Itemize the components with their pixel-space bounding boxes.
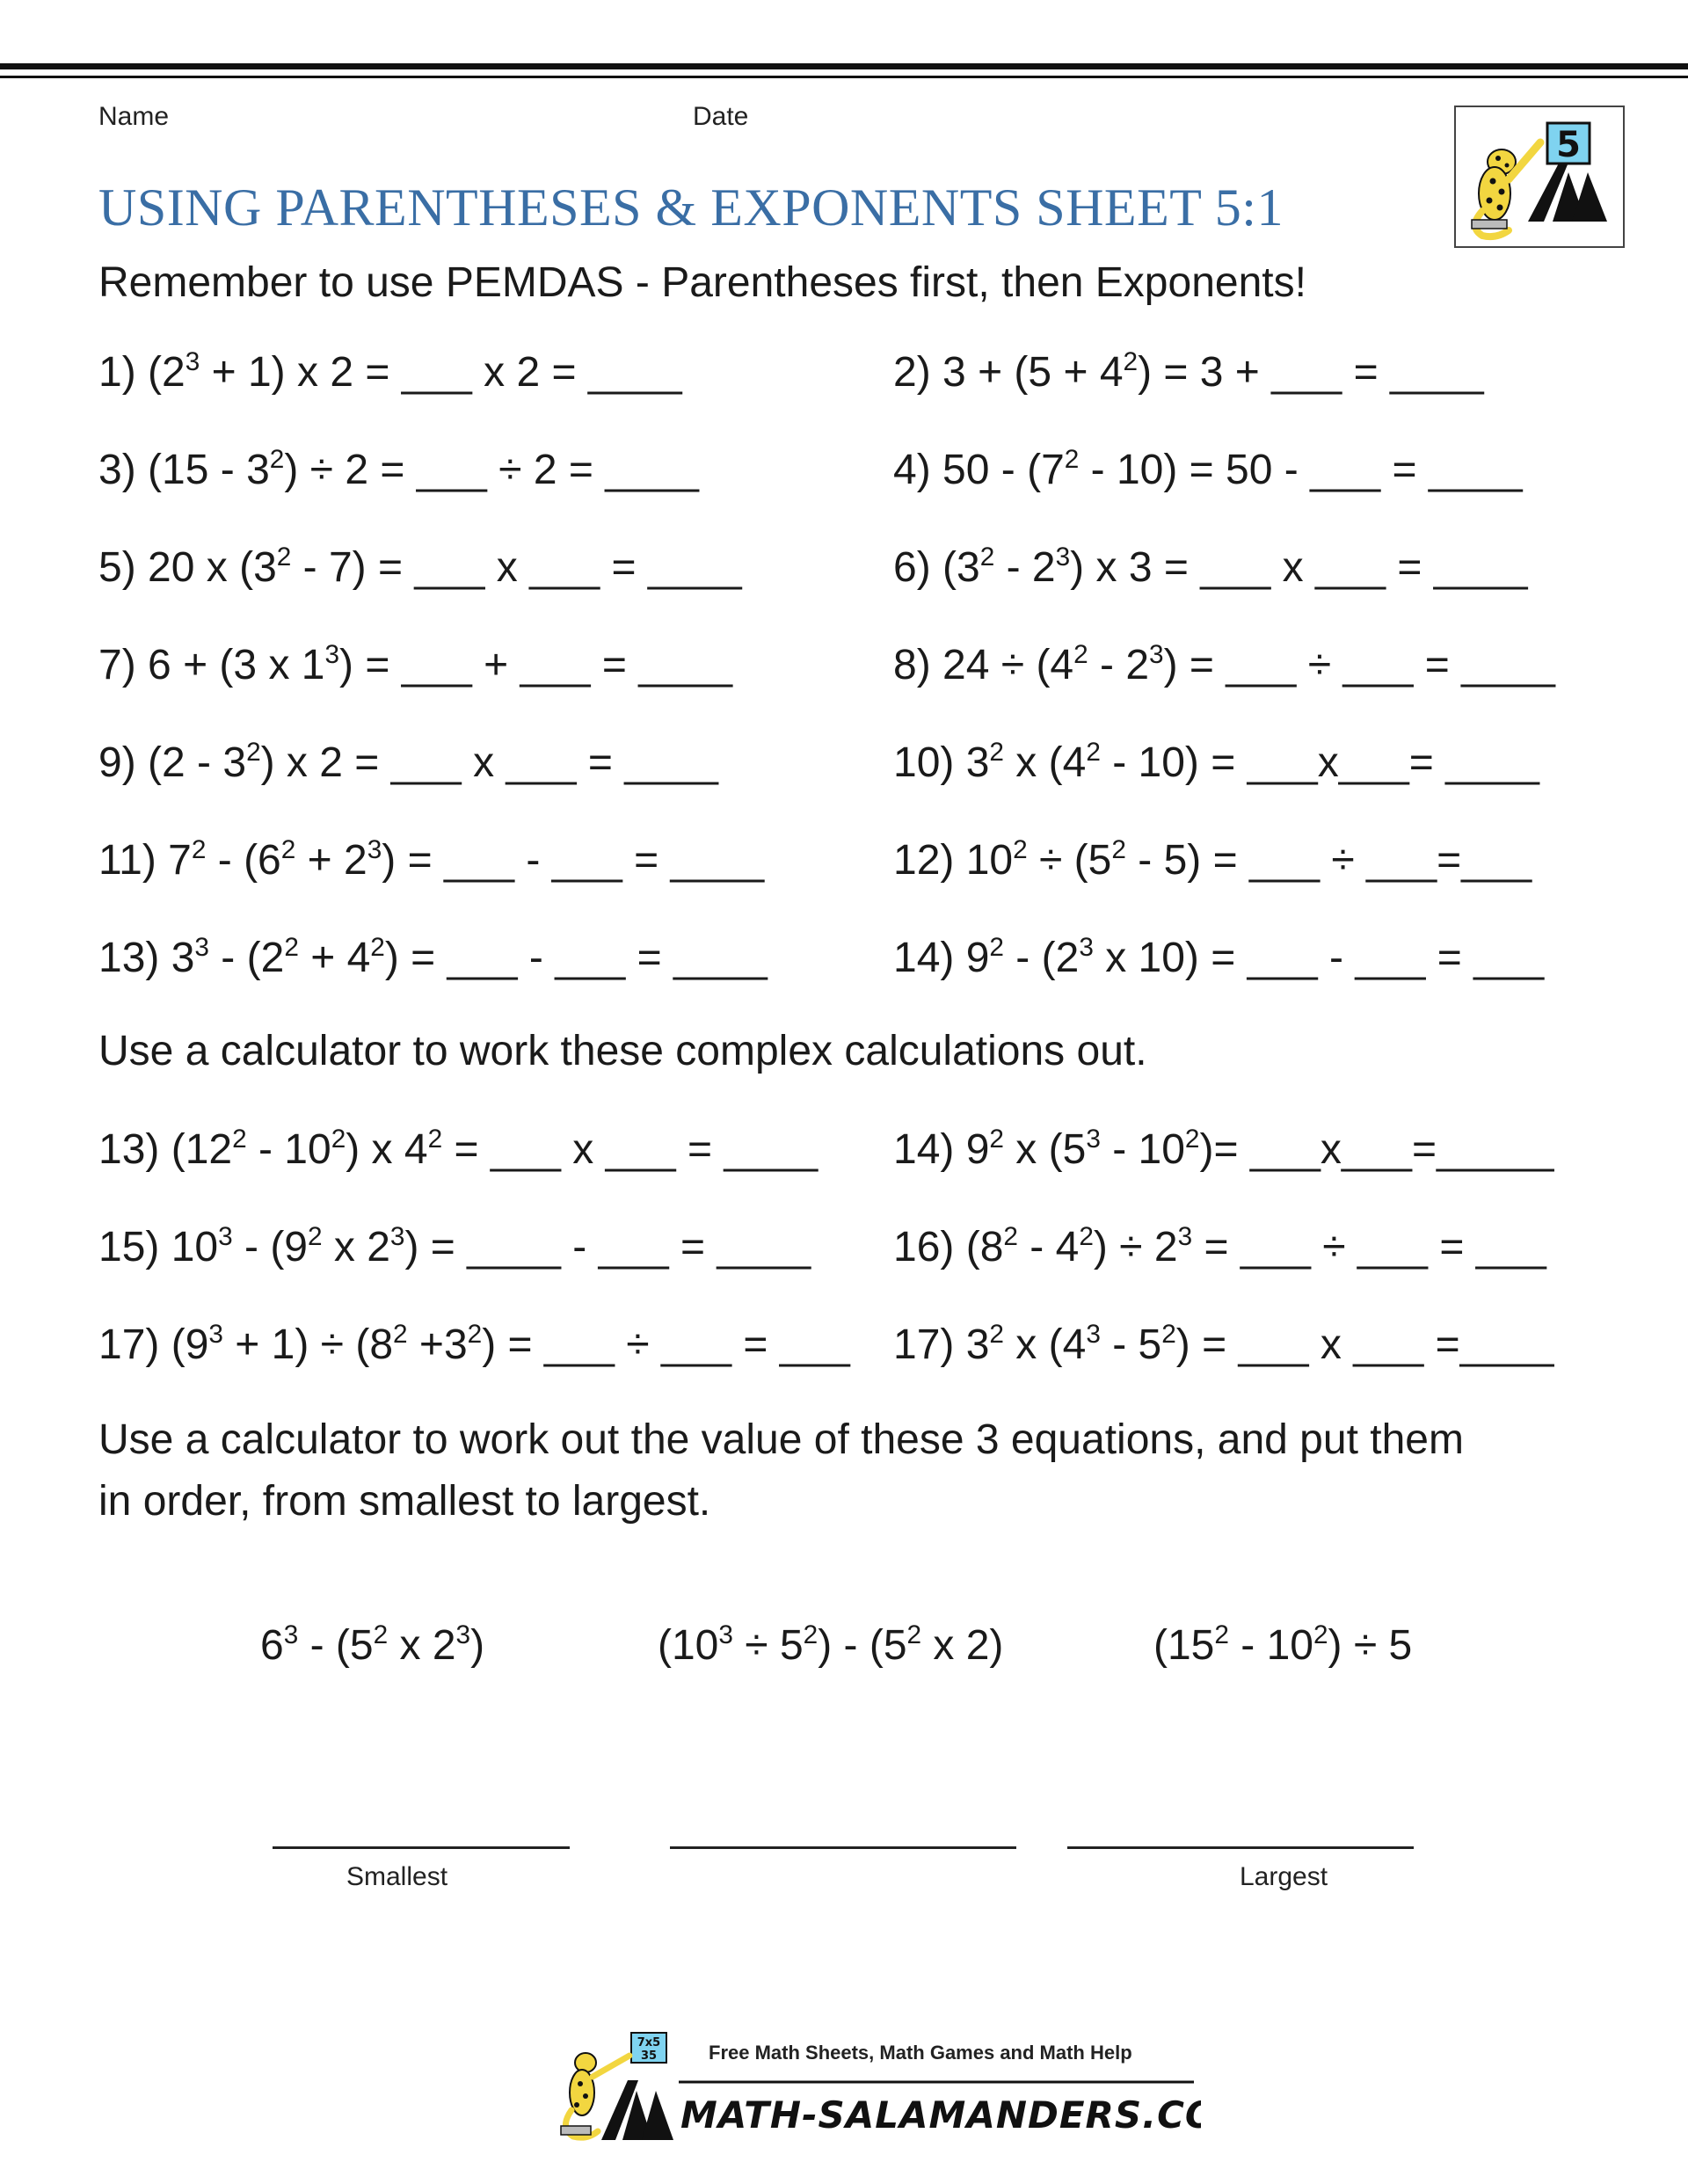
problem-12[interactable] (893, 836, 1532, 885)
exponent: 3 (208, 1319, 223, 1349)
expression-text: ) x 2 = ___ x ___ = ____ (260, 739, 718, 786)
expression-text: x (4 (1003, 739, 1087, 786)
exponent: 2 (1161, 1319, 1176, 1349)
expression-text: ) ÷ 5 (1328, 1622, 1413, 1669)
problem-number: 5) (98, 544, 136, 591)
problem-number: 17) (893, 1321, 955, 1368)
problem-14[interactable] (893, 934, 1544, 982)
calculator-heading: Use a calculator to work these complex calculations out. (98, 1028, 1147, 1074)
exponent: 3 (367, 834, 382, 864)
expression-text: (2 (148, 349, 186, 396)
problem-3[interactable] (98, 1223, 811, 1271)
exponent: 2 (1086, 737, 1101, 767)
exponent: 2 (979, 542, 995, 571)
expression-text: - (2 (1003, 935, 1080, 981)
exponent: 3 (455, 1620, 471, 1649)
order-heading-line2: in order, from smallest to largest. (98, 1478, 711, 1525)
expression-text: = ___ ÷ ___ = ___ (1192, 1224, 1546, 1270)
expression-text: ) = ___ ÷ ___ = ___ (482, 1321, 850, 1368)
exponent: 2 (989, 737, 1004, 767)
expression-text: 50 - (7 (942, 447, 1065, 493)
order-equation-2 (658, 1621, 1003, 1670)
exponent: 2 (393, 1319, 408, 1349)
expression-text: ) - (5 (818, 1622, 907, 1669)
expression-text: ) = ___ - ___ = ____ (384, 935, 768, 981)
expression-text: 3 + (5 + 4 (942, 349, 1124, 396)
problem-number: 17) (98, 1321, 160, 1368)
answer-line-largest[interactable] (1067, 1846, 1414, 1849)
problem-6[interactable] (893, 543, 1528, 592)
top-rule-thick (0, 63, 1688, 69)
expression-text: ) x 3 = ___ x ___ = ____ (1070, 544, 1528, 591)
exponent: 3 (218, 1221, 233, 1251)
expression-text: ) = ___ - ___ = ____ (382, 837, 765, 884)
problem-number: 14) (893, 935, 955, 981)
largest-label: Largest (1240, 1862, 1328, 1891)
exponent: 3 (283, 1620, 299, 1649)
exponent: 2 (269, 444, 285, 474)
exponent: 2 (1073, 639, 1088, 669)
expression-text: = ___ x ___ = ____ (442, 1126, 819, 1173)
expression-text: (9 (171, 1321, 209, 1368)
expression-text: 3 (171, 935, 195, 981)
exponent: 2 (1184, 1124, 1200, 1154)
order-equation-1 (260, 1621, 484, 1670)
problem-2[interactable] (893, 1125, 1554, 1174)
problem-4[interactable] (893, 446, 1523, 494)
expression-text: 9 (965, 1126, 990, 1173)
exponent: 2 (191, 834, 207, 864)
problem-number: 2) (893, 349, 931, 396)
expression-text: (3 (942, 544, 980, 591)
exponent: 2 (1079, 1221, 1094, 1251)
problem-10[interactable] (893, 739, 1539, 787)
expression-text: (15 (1153, 1622, 1215, 1669)
expression-text: 20 x (3 (148, 544, 277, 591)
expression-text: ÷ 5 (732, 1622, 804, 1669)
exponent: 2 (370, 932, 385, 962)
exponent: 3 (1149, 639, 1164, 669)
problem-number: 12) (893, 837, 955, 884)
expression-text: - 10 (1228, 1622, 1313, 1669)
exponent: 2 (427, 1124, 443, 1154)
expression-text: - 4 (1017, 1224, 1080, 1270)
problem-number: 9) (98, 739, 136, 786)
problem-1[interactable] (98, 348, 682, 397)
order-heading-line1: Use a calculator to work out the value of these 3 equations, and put them (98, 1416, 1464, 1463)
expression-text: x (4 (1003, 1321, 1087, 1368)
expression-text: - 5) = ___ ÷ ___=___ (1125, 837, 1532, 884)
exponent: 2 (331, 1124, 346, 1154)
date-label: Date (693, 102, 749, 131)
expression-text: ) = ____ - ___ = ____ (404, 1224, 811, 1270)
problem-13[interactable] (98, 934, 768, 982)
problem-number: 3) (98, 447, 136, 493)
exponent: 2 (276, 542, 292, 571)
expression-text: x (5 (1003, 1126, 1087, 1173)
expression-text: + 1) x 2 = ___ x 2 = ____ (200, 349, 682, 396)
exponent: 2 (803, 1620, 819, 1649)
svg-text:7x5: 7x5 (637, 2036, 661, 2049)
expression-text: 24 ÷ (4 (942, 642, 1074, 688)
expression-text: x 2) (921, 1622, 1004, 1669)
page-title: USING PARENTHESES & EXPONENTS SHEET 5:1 (98, 178, 1284, 237)
exponent: 2 (1123, 346, 1139, 376)
exponent: 3 (389, 1221, 405, 1251)
answer-line-middle[interactable] (670, 1846, 1016, 1849)
expression-text: 10 (171, 1224, 219, 1270)
problem-8[interactable] (893, 641, 1555, 689)
name-label: Name (98, 102, 170, 131)
problem-number: 10) (893, 739, 955, 786)
exponent: 2 (989, 1124, 1004, 1154)
expression-text: 10 (965, 837, 1014, 884)
expression-text: (15 - 3 (148, 447, 270, 493)
exponent: 3 (1086, 1124, 1101, 1154)
expression-text: )= ___x___=_____ (1199, 1126, 1554, 1173)
exponent: 2 (308, 1221, 323, 1251)
problem-number: 16) (893, 1224, 955, 1270)
expression-text: ) = 3 + ___ = ____ (1138, 349, 1484, 396)
expression-text: 3 (965, 1321, 990, 1368)
problem-number: 8) (893, 642, 931, 688)
expression-text: + 2 (295, 837, 367, 884)
expression-text: 7 (168, 837, 192, 884)
expression-text: (8 (965, 1224, 1004, 1270)
problem-number: 15) (98, 1224, 160, 1270)
exponent: 2 (1064, 444, 1080, 474)
expression-text: - 7) = ___ x ___ = ____ (291, 544, 742, 591)
problem-5[interactable] (98, 1321, 850, 1369)
expression-text: ) ÷ 2 = ___ ÷ 2 = ____ (284, 447, 699, 493)
expression-text: x 2 (322, 1224, 390, 1270)
exponent: 2 (1013, 834, 1028, 864)
expression-text: - 2 (1088, 642, 1150, 688)
exponent: 2 (1003, 1221, 1018, 1251)
expression-text: ) = ___ + ___ = ____ (339, 642, 733, 688)
expression-text: 6 (260, 1622, 284, 1669)
exponent: 2 (467, 1319, 483, 1349)
expression-text: (12 (171, 1126, 233, 1173)
expression-text: +3 (407, 1321, 468, 1368)
salamander-logo (1454, 106, 1625, 248)
svg-text:5: 5 (1556, 125, 1581, 165)
footer-tagline: Free Math Sheets, Math Games and Math Help (709, 2042, 1132, 2064)
expression-text: ) = ___ x ___ =____ (1175, 1321, 1554, 1368)
problem-number: 7) (98, 642, 136, 688)
expression-text: (10 (658, 1622, 719, 1669)
exponent: 2 (232, 1124, 247, 1154)
problem-2[interactable] (893, 348, 1484, 397)
exponent: 3 (1055, 542, 1071, 571)
problem-number: 13) (98, 935, 160, 981)
expression-text: ) x 4 (346, 1126, 428, 1173)
exponent: 2 (284, 932, 299, 962)
exponent: 2 (1111, 834, 1126, 864)
expression-text: 6 + (3 x 1 (148, 642, 325, 688)
answer-line-smallest[interactable] (273, 1846, 570, 1849)
expression-text: (2 - 3 (148, 739, 247, 786)
problem-number: 14) (893, 1126, 955, 1173)
expression-text: - 10 (1100, 1126, 1185, 1173)
problem-number: 13) (98, 1126, 160, 1173)
expression-text: ÷ (5 (1027, 837, 1112, 884)
exponent: 3 (1177, 1221, 1193, 1251)
expression-text: x 2 (388, 1622, 456, 1669)
exponent: 2 (1313, 1620, 1328, 1649)
problem-3[interactable] (98, 446, 699, 494)
exponent: 2 (989, 1319, 1004, 1349)
expression-text: 9 (965, 935, 990, 981)
problem-9[interactable] (98, 739, 718, 787)
problem-4[interactable] (893, 1223, 1546, 1271)
expression-text: + 1) ÷ (8 (222, 1321, 394, 1368)
exponent: 3 (185, 346, 200, 376)
exponent: 2 (1214, 1620, 1229, 1649)
expression-text: ) (470, 1622, 485, 1669)
instruction-text: Remember to use PEMDAS - Parentheses first, then Exponents! (98, 259, 1306, 306)
order-equation-3 (1153, 1621, 1412, 1670)
problem-number: 4) (893, 447, 931, 493)
problem-number: 1) (98, 349, 136, 396)
expression-text: x 10) = ___ - ___ = ___ (1093, 935, 1545, 981)
expression-text: - (5 (298, 1622, 374, 1669)
exponent: 3 (718, 1620, 733, 1649)
exponent: 3 (1086, 1319, 1101, 1349)
exponent: 2 (246, 737, 261, 767)
expression-text: - 10) = 50 - ___ = ____ (1079, 447, 1523, 493)
expression-text: - 5 (1100, 1321, 1162, 1368)
svg-text:MATH-SALAMANDERS.COM: MATH-SALAMANDERS.COM (680, 2093, 1201, 2137)
problem-5[interactable] (98, 543, 742, 592)
problem-6[interactable] (893, 1321, 1553, 1369)
expression-text: ) = ___ ÷ ___ = ____ (1163, 642, 1555, 688)
problem-7[interactable] (98, 641, 732, 689)
exponent: 3 (324, 639, 340, 669)
top-rule-thin (0, 76, 1688, 78)
svg-text:35: 35 (640, 2049, 658, 2063)
problem-number: 6) (893, 544, 931, 591)
exponent: 3 (194, 932, 209, 962)
exponent: 2 (373, 1620, 389, 1649)
expression-text: 3 (965, 739, 990, 786)
expression-text: - (9 (232, 1224, 308, 1270)
expression-text: - 10) = ___x___= ____ (1100, 739, 1539, 786)
exponent: 2 (989, 932, 1004, 962)
exponent: 2 (906, 1620, 922, 1649)
exponent: 2 (280, 834, 296, 864)
problem-number: 11) (98, 837, 156, 884)
expression-text: - 10 (246, 1126, 331, 1173)
problem-11[interactable] (98, 836, 764, 885)
expression-text: - (6 (206, 837, 281, 884)
expression-text: ) ÷ 2 (1093, 1224, 1178, 1270)
expression-text: - 2 (994, 544, 1056, 591)
salamander-icon (1456, 107, 1623, 246)
expression-text: - (2 (208, 935, 285, 981)
problem-1[interactable] (98, 1125, 818, 1174)
smallest-label: Smallest (346, 1862, 448, 1891)
exponent: 3 (1079, 932, 1094, 962)
expression-text: + 4 (298, 935, 371, 981)
